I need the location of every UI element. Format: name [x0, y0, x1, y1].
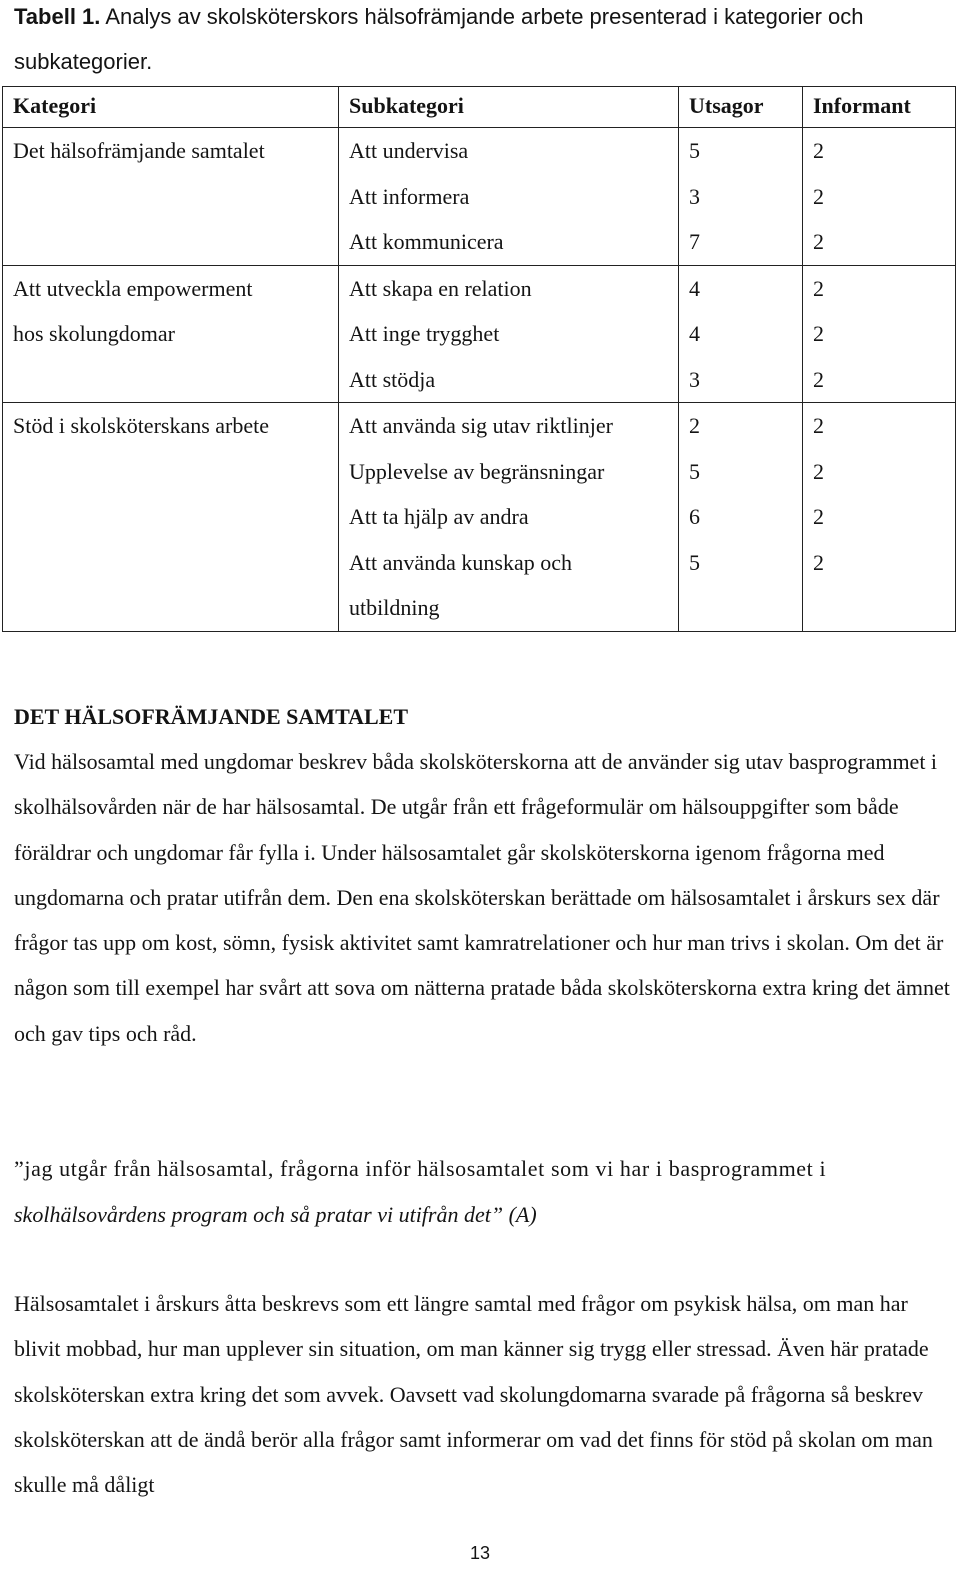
utsagor-value: 4 [689, 275, 700, 301]
utsagor-value: 4 [689, 321, 700, 346]
analysis-table [2, 86, 956, 632]
utsagor-value: 2 [689, 413, 700, 438]
subcategory-line: Att kommunicera [349, 229, 504, 254]
utsagor-value: 3 [689, 366, 700, 392]
informant-value: 2 [813, 549, 824, 575]
subcategory-line: Att skapa en relation [349, 275, 532, 301]
interview-quote [14, 1146, 954, 1237]
category-line: hos skolungdomar [13, 321, 175, 346]
subcategory-cell [339, 265, 679, 403]
table-row [3, 265, 956, 403]
informant-cell [803, 128, 956, 266]
header-kategori: Kategori [3, 87, 339, 128]
subcategory-line: Att använda sig utav riktlinjer [349, 413, 613, 438]
header-subkategori: Subkategori [339, 87, 679, 128]
section-heading: DET HÄLSOFRÄMJANDE SAMTALET [14, 704, 409, 729]
page-number: 13 [469, 1543, 491, 1563]
informant-value: 2 [813, 458, 824, 484]
category-line: Stöd i skolsköterskans arbete [13, 413, 270, 438]
category-cell [3, 403, 339, 632]
table-row [3, 128, 956, 266]
informant-value: 2 [813, 504, 824, 529]
informant-value: 2 [813, 321, 824, 346]
subcategory-line: Att informera [349, 183, 470, 209]
subcategory-line: Att använda kunskap och [349, 549, 572, 575]
utsagor-value: 5 [689, 138, 700, 163]
body-paragraph-2: Hälsosamtalet i årskurs åtta beskrevs som ett längre samtal med frågor om psykisk hälsa, om man har blivit mobbad, hur man upplever sin situation, om man känner sig trygg eller stressad. Även här pratade skolsköterskan extra kring det som avvek. Oavsett vad skolungdomarna svarade på frågorna så beskrev skolsköterskan att de ändå berör alla frågor samt informerar om vad det finns för stöd på skolan om man skulle må dåligt [14, 1291, 933, 1498]
informant-cell [803, 265, 956, 403]
quote-line-2: skolhälsovårdens program och så pratar vi utifrån det” (A) [14, 1201, 537, 1227]
informant-value: 2 [813, 275, 824, 301]
utsagor-cell [679, 403, 803, 632]
subcategory-line: Att inge trygghet [349, 321, 500, 346]
subcategory-line: Att undervisa [349, 138, 469, 163]
category-line: Det hälsofrämjande samtalet [13, 138, 265, 163]
table-caption-label: Tabell 1. [14, 4, 101, 29]
category-line: Att utveckla empowerment [13, 275, 253, 301]
informant-value: 2 [813, 183, 824, 209]
subcategory-line: Att ta hjälp av andra [349, 504, 529, 529]
informant-value: 2 [813, 366, 824, 392]
table-caption-text: Analys av skolsköterskors hälsofrämjande arbete presenterad i kategorier och subkategorier. [14, 4, 864, 74]
table-header-row [3, 87, 956, 128]
utsagor-value: 7 [689, 229, 700, 254]
informant-value: 2 [813, 138, 824, 163]
category-cell [3, 265, 339, 403]
utsagor-value: 6 [689, 504, 700, 529]
table-row [3, 403, 956, 632]
subcategory-cell [339, 128, 679, 266]
subcategory-line: utbildning [349, 595, 440, 620]
category-cell [3, 128, 339, 266]
quote-line-1: ”jag utgår från hälsosamtal, frågorna inför hälsosamtalet som vi har i basprogrammet i [14, 1156, 827, 1181]
subcategory-line: Att stödja [349, 366, 436, 392]
subcategory-cell [339, 403, 679, 632]
utsagor-value: 5 [689, 458, 700, 484]
utsagor-value: 3 [689, 183, 700, 209]
utsagor-cell [679, 265, 803, 403]
utsagor-value: 5 [689, 549, 700, 575]
body-paragraph-1: Vid hälsosamtal med ungdomar beskrev båda skolsköterskorna att de använder sig utav basprogrammet i skolhälsovården när de har hälsosamtal. De utgår från ett frågeformulär om hälsouppgifter som både föräldrar och ungdomar får fylla i. Under hälsosamtalet går skolsköterskorna igenom frågorna med ungdomarna och pratar utifrån dem. Den ena skolsköterskan berättade om hälsosamtalet i årskurs sex där frågor tas upp om kost, sömn, fysisk aktivitet samt kamratrelationer och hur man trivs i skolan. Om det är någon som till exempel har svårt att sova om nätterna pratade båda skolsköterskorna extra kring det ämnet och gav tips och råd. [14, 749, 950, 1046]
table-caption [14, 0, 944, 84]
subcategory-line: Upplevelse av begränsningar [349, 458, 605, 484]
informant-cell [803, 403, 956, 632]
utsagor-cell [679, 128, 803, 266]
header-utsagor: Utsagor [679, 87, 803, 128]
informant-value: 2 [813, 229, 824, 254]
header-informant: Informant [803, 87, 956, 128]
informant-value: 2 [813, 413, 824, 438]
